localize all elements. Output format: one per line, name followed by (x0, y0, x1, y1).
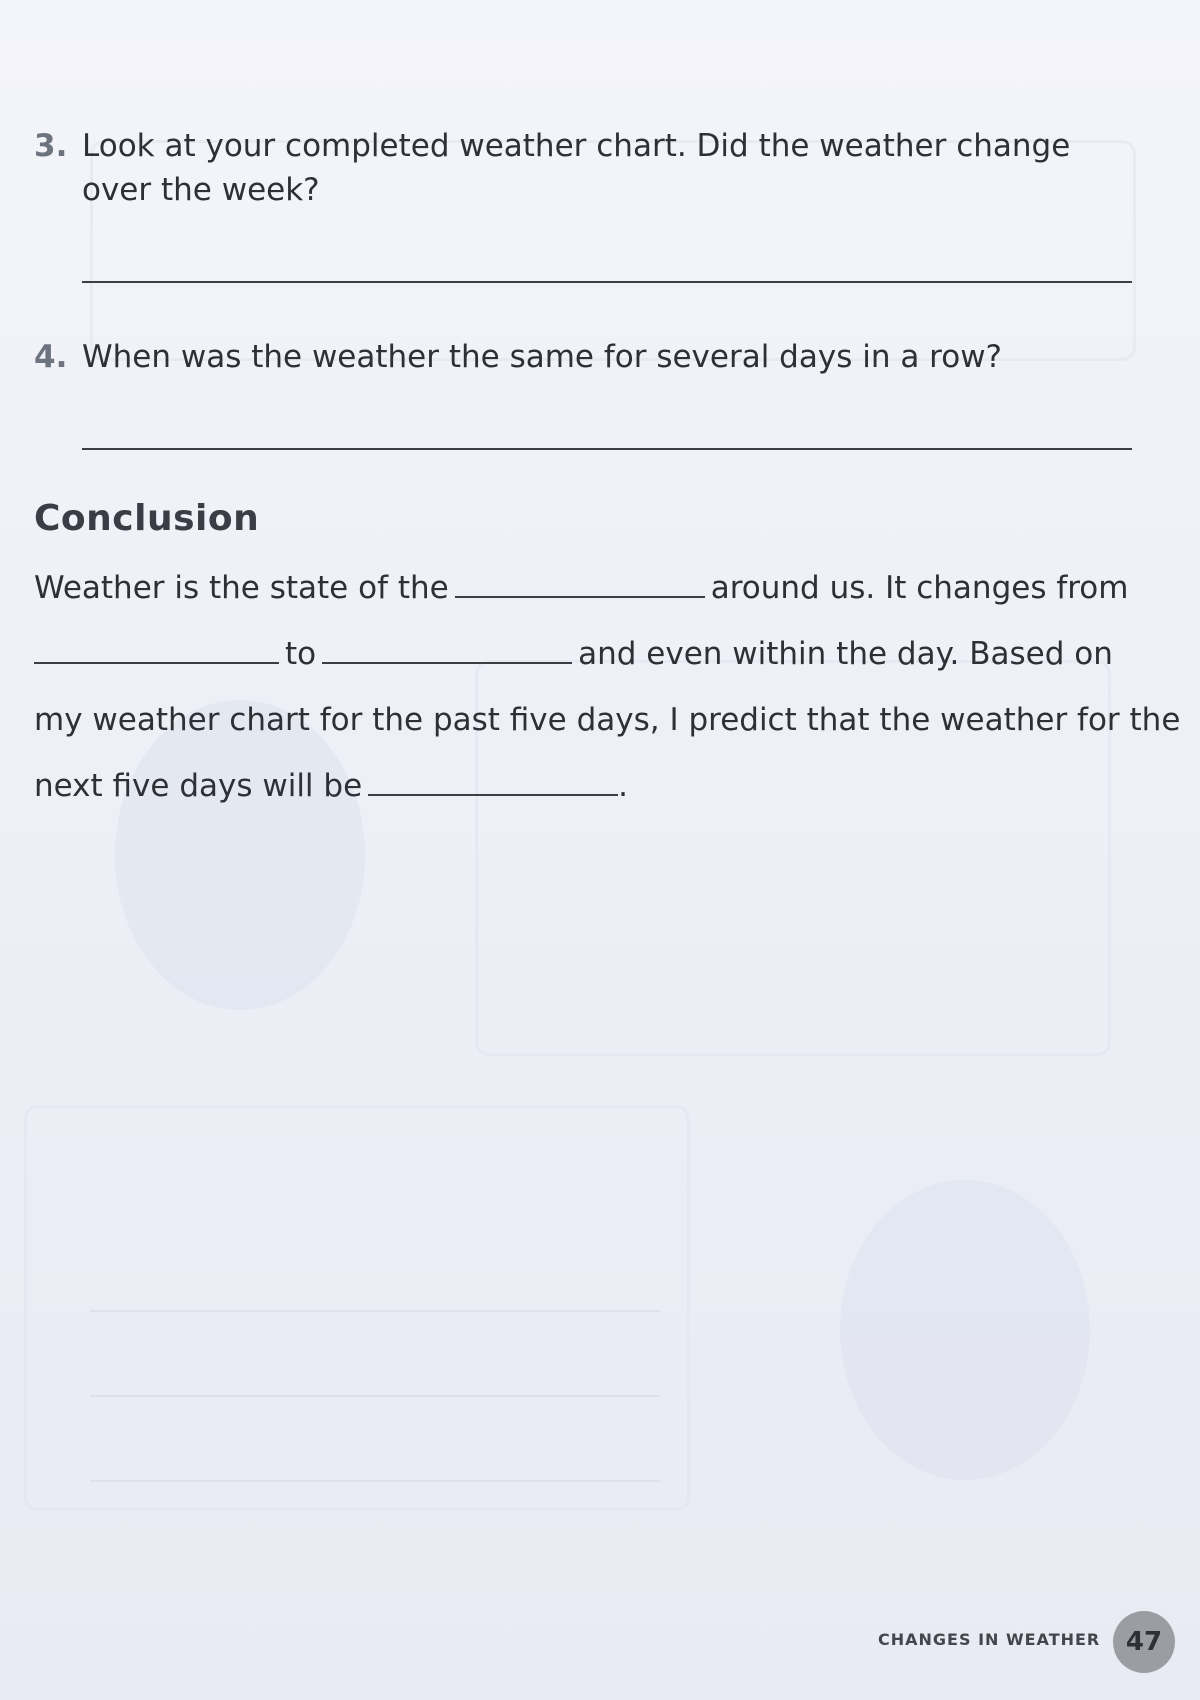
fill-in-blank[interactable] (322, 632, 572, 664)
fill-in-blank[interactable] (455, 566, 705, 598)
show-through-line (90, 1310, 660, 1312)
question-number: 3. (34, 128, 68, 164)
conclusion-text: Weather is the state of the (34, 570, 449, 606)
conclusion-line-2 (34, 632, 1164, 676)
footer-section-label: CHANGES IN WEATHER (878, 1630, 1101, 1649)
show-through-line (90, 1395, 660, 1397)
fill-in-blank[interactable] (368, 764, 618, 796)
conclusion-text: . (618, 768, 629, 804)
section-heading-conclusion: Conclusion (34, 498, 260, 539)
conclusion-line-4 (34, 764, 1164, 808)
show-through-illustration-right (840, 1180, 1090, 1480)
conclusion-line-1 (34, 566, 1164, 610)
question-3 (34, 124, 1144, 212)
page-number-badge: 47 (1113, 1611, 1175, 1673)
show-through-box-bottom (24, 1105, 690, 1511)
question-text: When was the weather the same for several days in a row? (82, 339, 1003, 375)
question-4 (34, 335, 1144, 379)
conclusion-text: next five days will be (34, 768, 363, 804)
conclusion-text: to (285, 636, 317, 672)
conclusion-line-3 (34, 698, 1181, 742)
show-through-illustration-left (115, 700, 365, 1010)
question-text: Look at your completed weather chart. Did the weather change over the week? (82, 128, 1071, 208)
conclusion-text: my weather chart for the past five days, I predict that the weather for the (34, 702, 1181, 738)
conclusion-text: around us. It changes from (710, 570, 1129, 606)
answer-line-question-4[interactable] (82, 448, 1132, 450)
question-number: 4. (34, 339, 68, 375)
fill-in-blank[interactable] (34, 632, 279, 664)
show-through-line (90, 1480, 660, 1482)
conclusion-text: and even within the day. Based on (578, 636, 1113, 672)
answer-line-question-3[interactable] (82, 281, 1132, 283)
